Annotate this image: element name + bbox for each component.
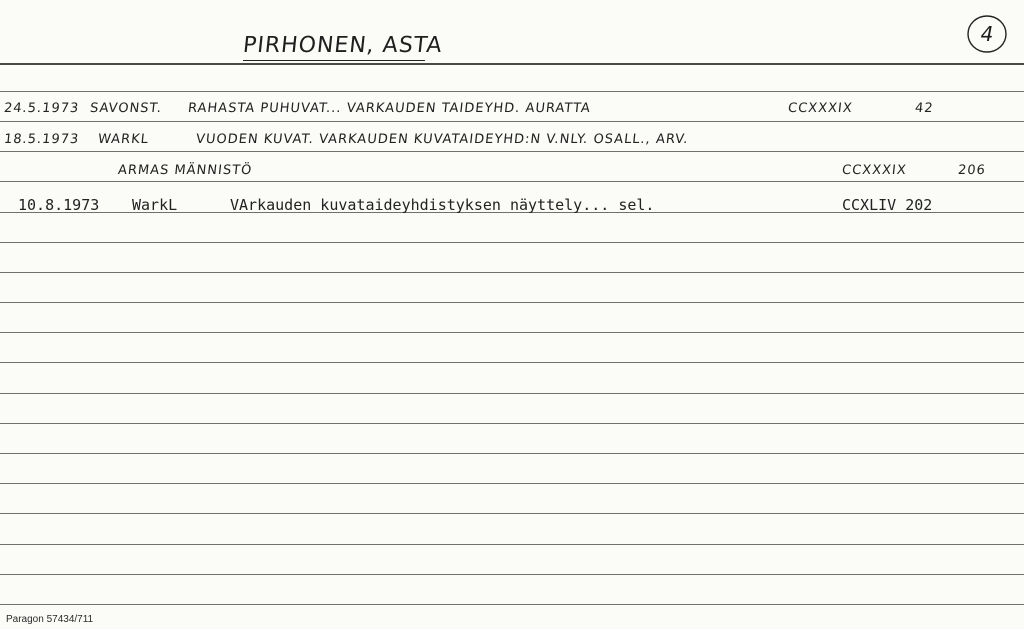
entry-source: WARKL: [97, 132, 150, 147]
entry-date: 18.5.1973: [3, 132, 80, 147]
ruled-line: [0, 362, 1024, 363]
entry-text: VArkauden kuvataideyhdistyksen näyttely... sel.: [230, 196, 655, 214]
card-number: 4: [980, 22, 994, 46]
card-number-circle: [966, 14, 1008, 54]
entry-page: 42: [914, 101, 935, 116]
ruled-line: [0, 483, 1024, 484]
entry-continuation: ARMAS MÄNNISTÖ: [117, 163, 254, 178]
entry-source: SAVONST.: [89, 101, 163, 116]
ruled-line: [0, 453, 1024, 454]
ruled-line: [0, 272, 1024, 273]
ruled-line: [0, 151, 1024, 152]
entry-source: WarkL: [132, 196, 178, 214]
header-rule: [0, 63, 1024, 65]
entry-text: RAHASTA PUHUVAT... VARKAUDEN TAIDEYHD. AURATTA: [187, 101, 592, 116]
entry-ref: CCXXXIX: [787, 101, 854, 116]
ruled-line: [0, 423, 1024, 424]
entry-ref: CCXLIV 202: [842, 196, 933, 214]
ruled-line: [0, 302, 1024, 303]
ruled-line: [0, 513, 1024, 514]
title-underline: [243, 60, 425, 61]
card-title: PIRHONEN, ASTA: [241, 33, 444, 58]
card-footer: Paragon 57434/711: [6, 614, 94, 625]
ruled-line: [0, 574, 1024, 575]
entry-text: VUODEN KUVAT. VARKAUDEN KUVATAIDEYHD:N V.NLY. OSALL., ARV.: [195, 132, 690, 147]
entry-ref: CCXXXIX: [841, 163, 908, 178]
ruled-line: [0, 91, 1024, 92]
entry-date: 10.8.1973: [18, 196, 100, 214]
ruled-line: [0, 242, 1024, 243]
entry-page: 206: [957, 163, 987, 178]
ruled-line: [0, 604, 1024, 605]
ruled-line: [0, 181, 1024, 182]
ruled-line: [0, 121, 1024, 122]
ruled-line: [0, 393, 1024, 394]
ruled-line: [0, 544, 1024, 545]
entry-date: 24.5.1973: [3, 101, 80, 116]
ruled-line: [0, 332, 1024, 333]
